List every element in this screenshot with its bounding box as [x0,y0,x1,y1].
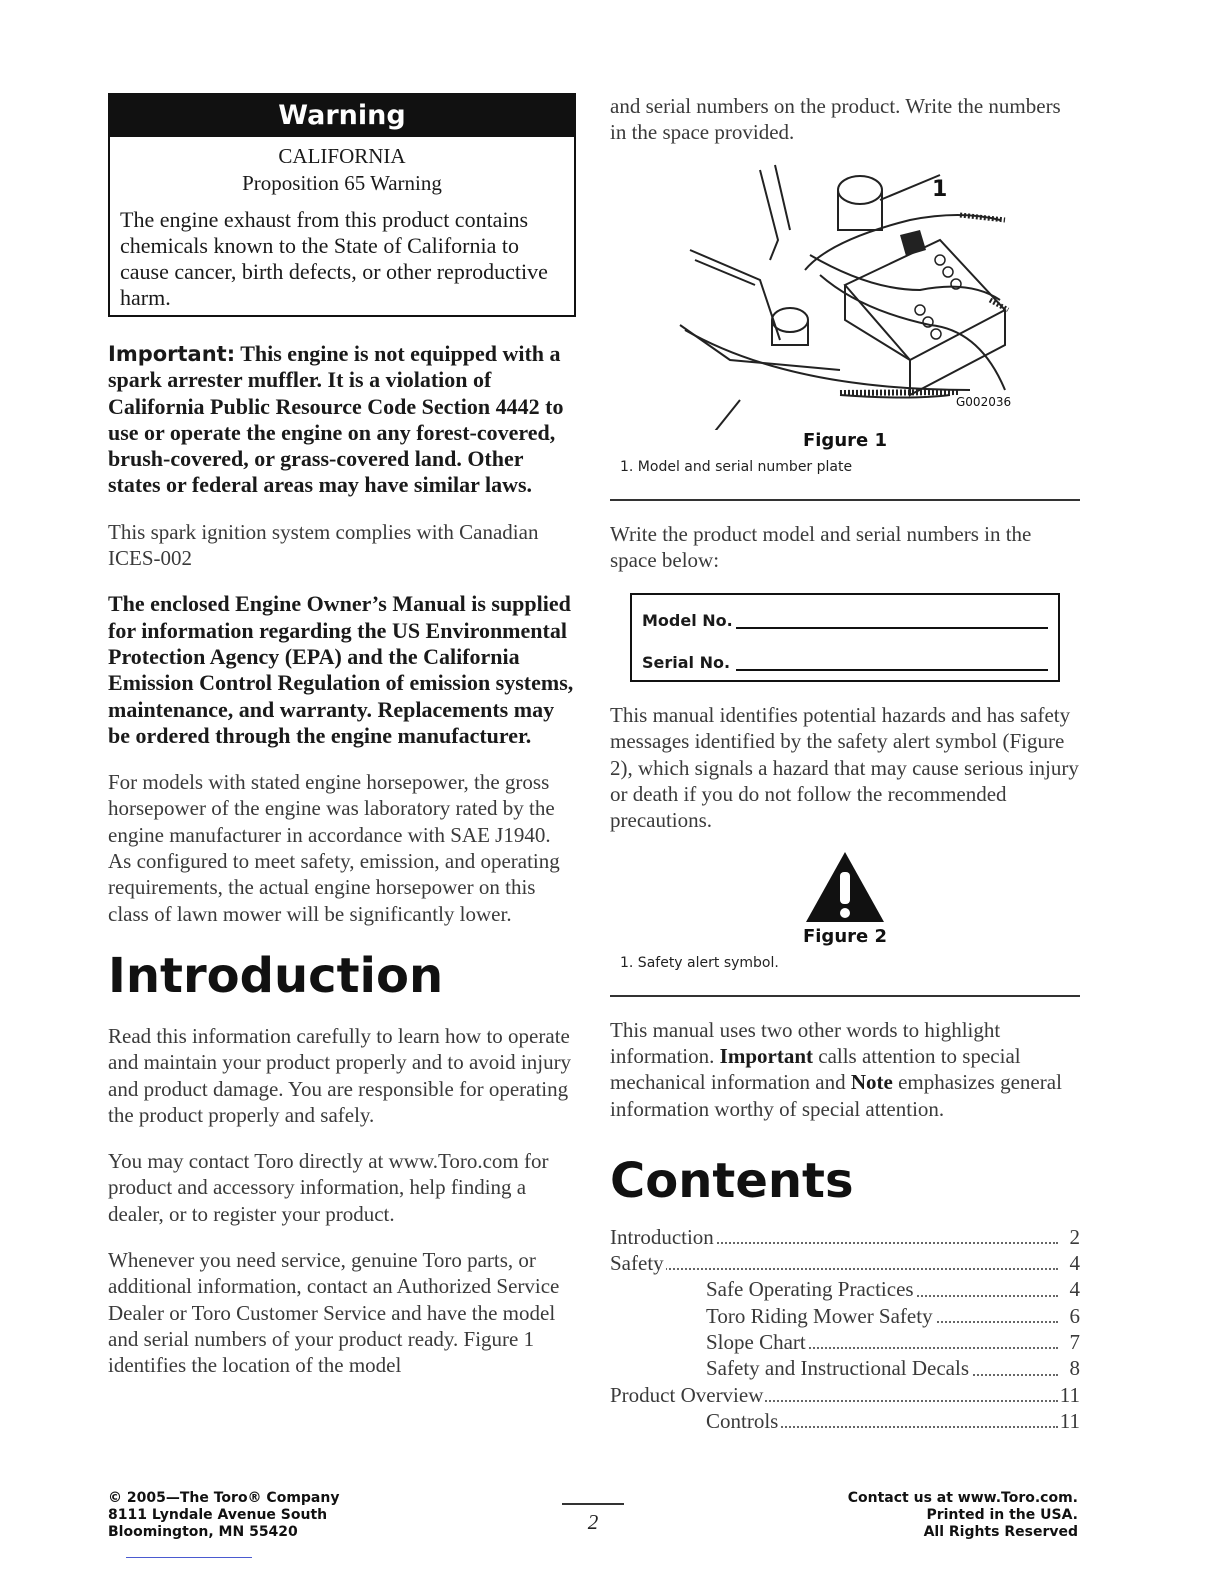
figure-1-caption: 1. Model and serial number plate [620,458,853,475]
prop65-warning-box [108,93,576,317]
model-number-label: Model No. [642,611,733,631]
intro-paragraph-2: You may contact Toro directly at www.Toro.com for product and accessory information, help finding a dealer, or to register your product. [108,1149,549,1226]
footer-rights: All Rights Reserved [923,1524,1078,1540]
ices-paragraph: This spark ignition system complies with Canadian ICES-002 [108,519,539,571]
warning-text: The engine exhaust from this product contains chemicals known to the State of California to cause cancer, birth defects, or other reproductive harm. [120,207,548,310]
highlight-text-1: This manual uses two other words to highlight information. [610,1017,1001,1068]
epa-paragraph: The enclosed Engine Owner’s Manual is supplied for information regarding the US Environmental Protection Agency (EPA) and the California Emission Control Regulation of emission systems, maintenance, and warranty. Replacements may be ordered through the engine manufacturer. [108,591,574,748]
footer-contact [848,1490,1078,1541]
model-number-field[interactable] [736,627,1048,629]
introduction-heading: Introduction [108,947,444,1004]
serial-number-label: Serial No. [642,653,731,673]
figure-1-callout: 1 [932,176,948,202]
figure-1-code: G002036 [956,394,1012,409]
intro-paragraph-3: Whenever you need service, genuine Toro parts, or additional information, contact an Authorized Service Dealer or Toro Customer Service and have the model and serial numbers of your product ready. Figure 1 identifies the location of the model [108,1248,560,1378]
warning-state: CALIFORNIA [278,144,406,168]
important-text: This engine is not equipped with a spark arrester muffler. It is a violation of California Public Resource Code Section 4442 to use or operate the engine on any forest-covered, brush-covered, or grass-covered land. Other states or federal areas may have similar laws. [108,341,564,498]
highlight-text-2: calls attention to special mechanical information and [610,1043,1021,1095]
highlight-text-3: emphasizes general information worthy of special attention. [610,1070,1062,1121]
toc-item-slope-chart[interactable]: Slope Chart 7 [706,1330,1080,1355]
figure-2-rule [610,995,1080,997]
toc-item-safety[interactable]: Safety 4 [610,1251,1080,1276]
right-column [610,93,1080,1434]
intro-paragraph-3-continued: and serial numbers on the product. Write the numbers in the space provided. [610,94,1061,145]
figure-2-illustration [610,848,1080,926]
important-label: Important: [108,342,236,366]
toc-item-riding-mower-safety[interactable]: Toro Riding Mower Safety 6 [706,1303,1080,1328]
page-number-rule [562,1503,624,1505]
toc-item-decals[interactable]: Safety and Instructional Decals 8 [706,1356,1080,1381]
highlight-note-word: Note [850,1070,893,1095]
footer-address-1: 8111 Lyndale Avenue South [108,1507,328,1523]
warning-heading: Warning [110,95,574,137]
safety-alert-icon [610,848,1080,926]
footer-copyright: © 2005—The Toro® Company [108,1490,340,1506]
write-numbers-paragraph: Write the product model and serial numbers in the space below: [610,521,1032,572]
footer-contact-link[interactable]: Contact us at www.Toro.com. [847,1490,1078,1506]
toc-item-safe-operating-practices[interactable]: Safe Operating Practices 4 [706,1277,1080,1302]
footer-address-2: Bloomington, MN 55420 [108,1524,298,1540]
highlight-important-word: Important [719,1043,813,1068]
footer-underline [126,1557,252,1558]
contents-heading: Contents [610,1152,854,1209]
figure-1-rule [610,499,1080,501]
hazard-paragraph: This manual identifies potential hazards and has safety messages identified by the safety alert symbol (Figure 2), which signals a hazard that may cause serious injury or death if you do not follow the recommended precautions. [610,703,1079,833]
footer-company [108,1490,339,1541]
intro-paragraph-1: Read this information carefully to learn how to operate and maintain your product properly and to avoid injury and product damage. You are responsible for operating the product properly and safely. [108,1023,572,1127]
figure-2-title: Figure 2 [802,925,888,947]
toc-item-product-overview[interactable]: Product Overview 11 [610,1382,1080,1407]
toc-item-controls[interactable]: Controls 11 [706,1408,1080,1433]
left-column [108,93,576,1399]
battery-compartment-drawing [610,160,1080,430]
horsepower-paragraph: For models with stated engine horsepower, the gross horsepower of the engine was laboratory rated by the engine manufacturer in accordance with SAE J1940. As configured to meet safety, emission, and operating requirements, the actual engine horsepower on this class of lawn mower will be significantly lower. [108,770,560,926]
toc-item-introduction[interactable]: Introduction 2 [610,1224,1080,1249]
serial-number-field[interactable] [736,669,1048,671]
page-number: 2 [587,1510,599,1534]
warning-proposition: Proposition 65 Warning [242,171,442,195]
figure-1-title: Figure 1 [802,429,888,451]
important-notice [108,341,576,499]
highlight-words-paragraph [610,1017,1080,1122]
figure-2-caption: 1. Safety alert symbol. [620,954,779,971]
model-serial-form [630,593,1060,682]
footer-printed: Printed in the USA. [926,1507,1078,1523]
figure-1-illustration [610,160,1080,430]
table-of-contents [610,1224,1080,1434]
